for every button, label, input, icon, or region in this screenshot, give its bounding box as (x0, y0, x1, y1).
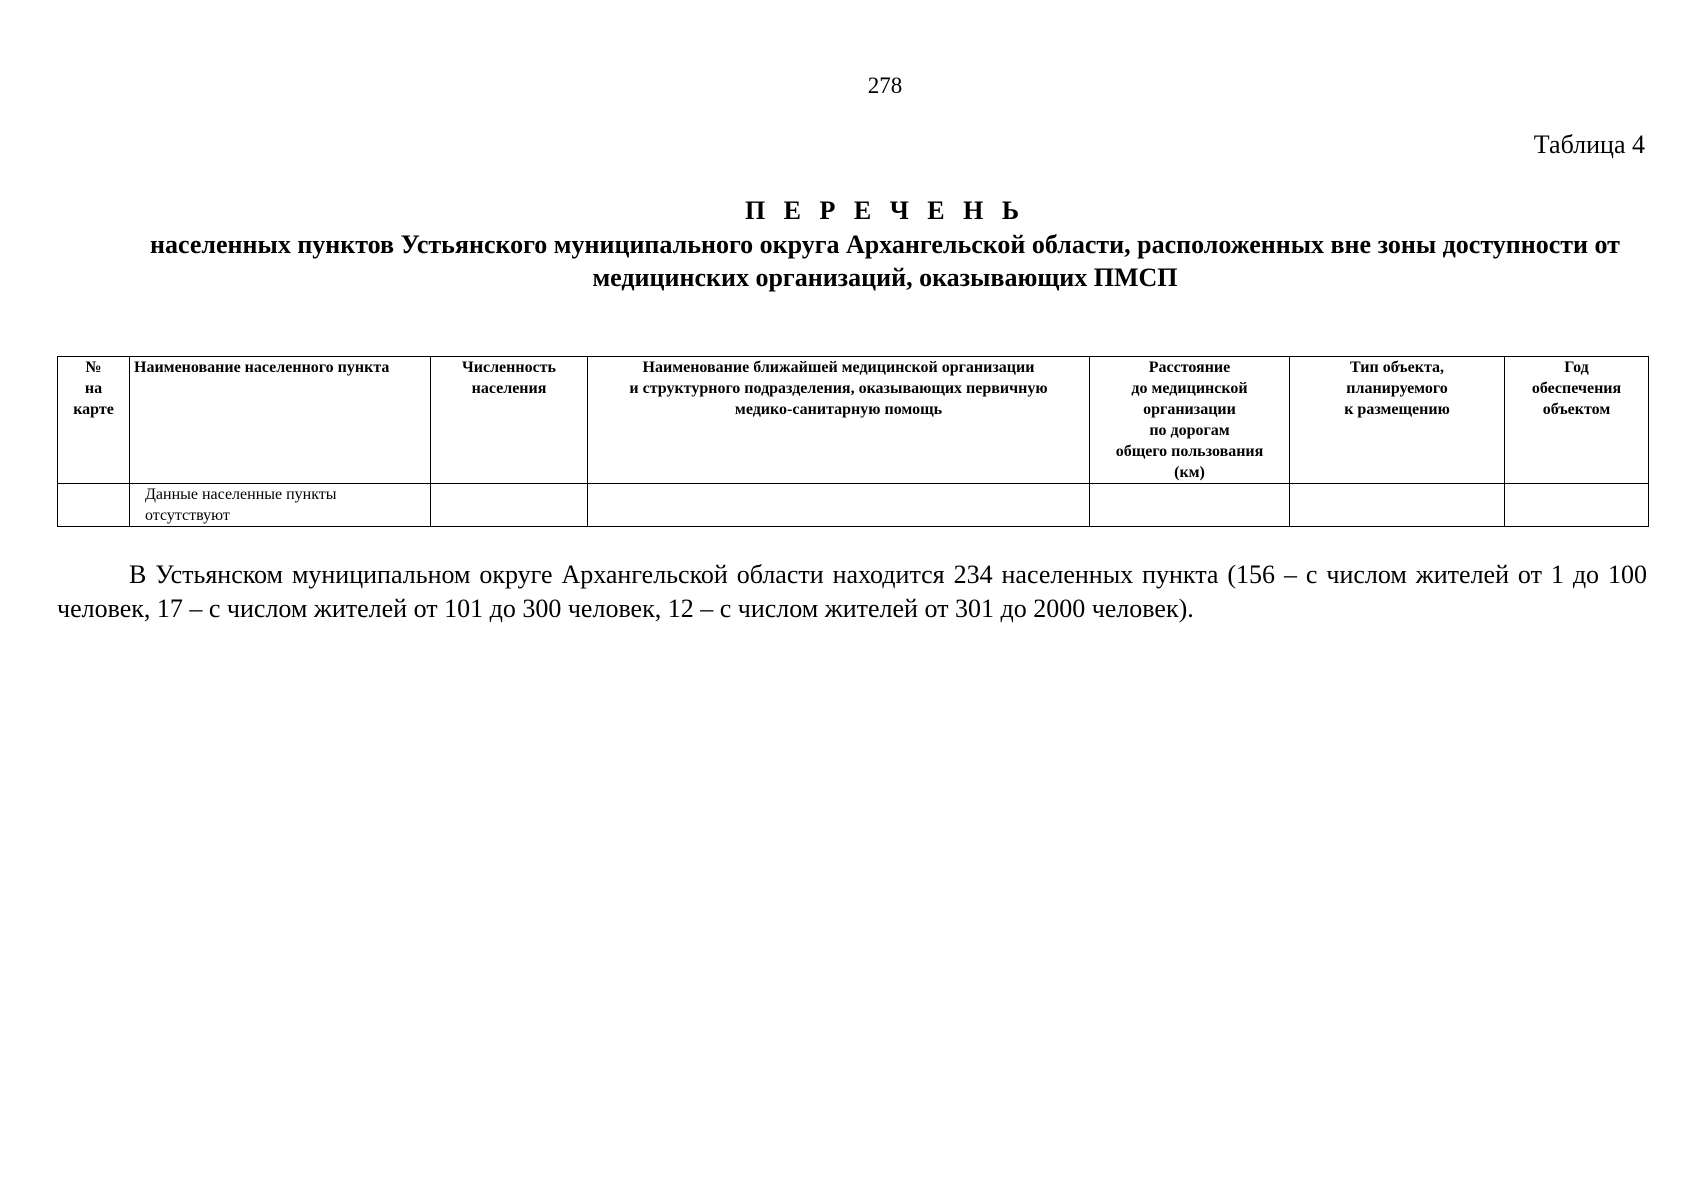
header-year: Год обеспечения объектом (1505, 357, 1649, 484)
cell-settlement-name: Данные населенные пункты отсутствуют (130, 484, 431, 527)
cell-nearest-medical-organization (588, 484, 1090, 527)
table-row (58, 484, 1649, 527)
document-title: П Е Р Е Ч Е Н Ь (744, 196, 1026, 225)
header-population: Численность населения (431, 357, 588, 484)
table-label: Таблица 4 (1533, 130, 1645, 159)
cell-object-type (1290, 484, 1505, 527)
settlements-table (57, 356, 1649, 527)
body-paragraph: В Устьянском муниципальном округе Архангельской области находится 234 населенных пункта (156 – с числом жителей от 1 до 100 человек, 17 – с числом жителей от 101 до 300 человек, 12 – с числом жителей от 301 до 2000 человек). (57, 560, 1647, 623)
header-nearest-medical-organization: Наименование ближайшей медицинской организации и структурного подразделения, оказывающих первичную медико-санитарную помощь (588, 357, 1090, 484)
header-distance: Расстояние до медицинской организации по дорогам общего пользования (км) (1090, 357, 1290, 484)
page-number: 278 (867, 73, 903, 98)
header-object-type: Тип объекта, планируемого к размещению (1290, 357, 1505, 484)
cell-distance (1090, 484, 1290, 527)
cell-year (1505, 484, 1649, 527)
cell-map-number (58, 484, 130, 527)
document-subtitle: населенных пунктов Устьянского муниципального округа Архангельской области, расположенных вне зоны доступности от медицинских организаций, оказывающих ПМСП (150, 230, 1620, 292)
header-map-number: № на карте (58, 357, 130, 484)
table-header-row (58, 357, 1649, 484)
cell-population (431, 484, 588, 527)
header-settlement-name: Наименование населенного пункта (130, 357, 431, 484)
